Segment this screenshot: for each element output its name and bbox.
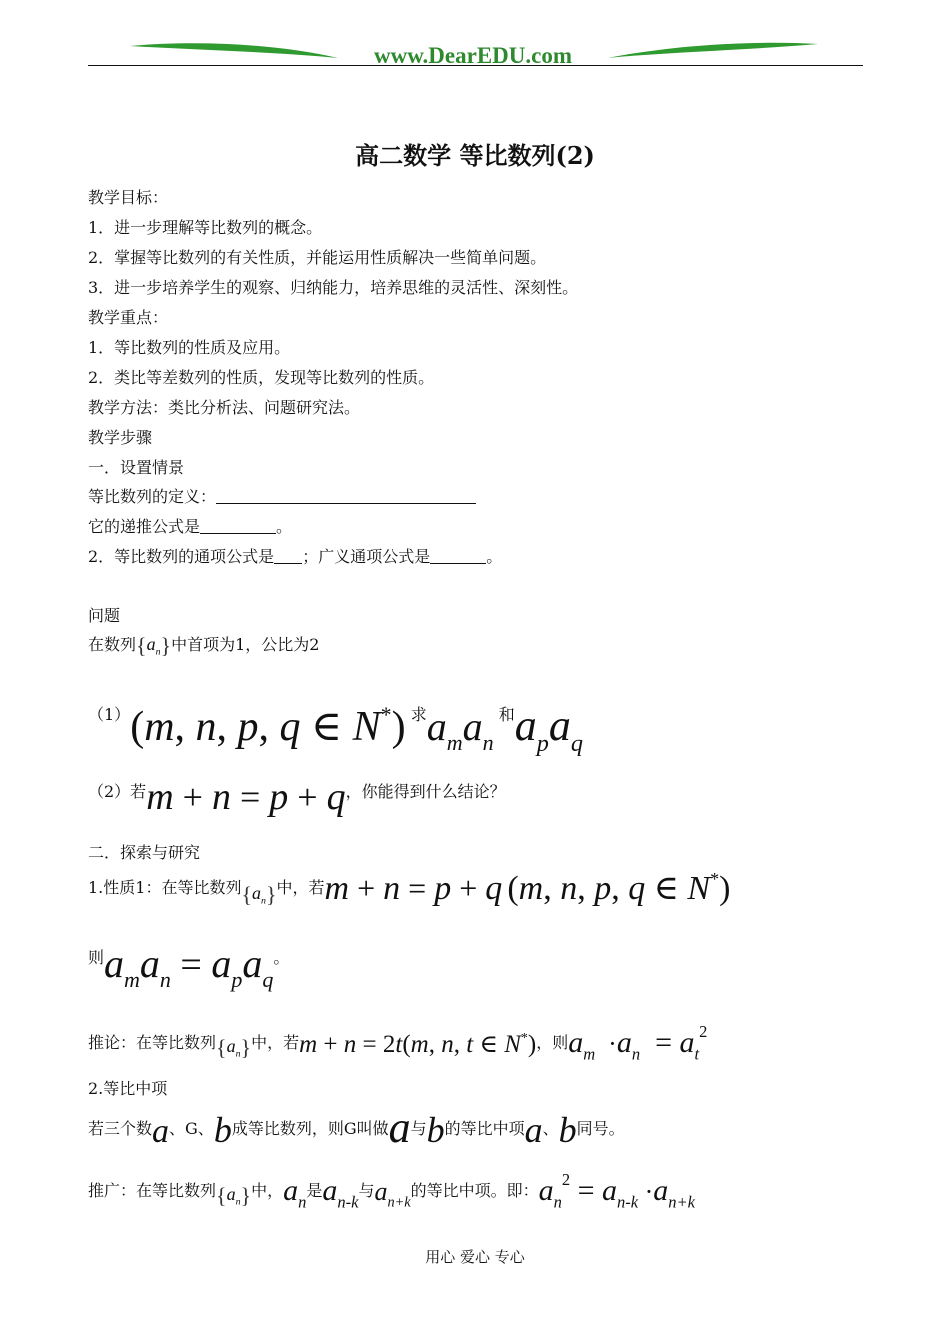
gen-b: 中， bbox=[251, 1180, 284, 1200]
cor-b: 中，若 bbox=[251, 1032, 300, 1052]
problem-heading: 问题 bbox=[88, 606, 121, 625]
geometric-mean: 若三个数a、G、b成等比数列，则G叫做a与b的等比中项a、b同号。 bbox=[88, 1103, 625, 1152]
mean-a: 若三个数 bbox=[88, 1119, 153, 1138]
problem-intro: 在数列$\{a_n\}$中首项为1，公比为2 bbox=[88, 633, 320, 658]
prop1-a: 1.性质1：在等比数列 bbox=[88, 878, 242, 897]
property-1-result: 则$a_ma_n = a_pa_q$。 bbox=[88, 941, 290, 992]
generalization: 推广：在等比数列$\{a_n\}$中，$a_n$是$a_{n-k}$与$a_{n+k}$的等比中项。即：$a_n^2 = a_{n-k} \cdot a_{n+k}$ bbox=[88, 1170, 696, 1212]
prop1-then: 则 bbox=[88, 948, 105, 967]
gen-e: 的等比中项。即： bbox=[410, 1180, 539, 1200]
prop1-b: 中，若 bbox=[276, 878, 325, 897]
general-term-line bbox=[88, 544, 502, 567]
mean-f: 、 bbox=[542, 1119, 559, 1138]
teaching-method: 教学方法：类比分析法、问题研究法。 bbox=[88, 398, 361, 417]
problem-intro-b: 中首项为1，公比为2 bbox=[171, 635, 320, 654]
mean-g: 同号。 bbox=[576, 1119, 625, 1138]
objective-item: 3．进一步培养学生的观察、归纳能力，培养思维的灵活性、深刻性。 bbox=[88, 278, 579, 297]
objective-item: 1．进一步理解等比数列的概念。 bbox=[88, 218, 323, 237]
property-1: 1.性质1：在等比数列$\{a_n\}$中，若m + n = p + q (m, n, p, q ∈ N*) bbox=[88, 869, 731, 907]
q1-mid: 求 bbox=[410, 705, 427, 724]
q2-tail: ，你能得到什么结论？ bbox=[345, 782, 506, 801]
footer-text: 用心 爱心 专心 bbox=[425, 1248, 525, 1266]
problem-intro-a: 在数列 bbox=[88, 635, 137, 654]
logo-swoosh-right-icon bbox=[608, 43, 818, 58]
recursive-end: 。 bbox=[276, 517, 293, 536]
question-1: （1）(m, n, p, q ∈ N*) 求$a_ma_n$ 和$a_pa_q$ bbox=[88, 701, 583, 757]
gen-c: 是 bbox=[306, 1180, 323, 1200]
page-title: 高二数学 等比数列(2) bbox=[355, 141, 595, 170]
general-blank-2 bbox=[430, 547, 486, 564]
mean-heading: 2.等比中项 bbox=[88, 1079, 168, 1098]
q1-and: 和 bbox=[498, 705, 515, 724]
corollary: 推论：在等比数列$\{a_n\}$中，若m + n = 2t(m, n, t ∈ N*)，则$a_m \cdot a_n = a_t^2$ bbox=[88, 1022, 708, 1064]
objective-item: 2．掌握等比数列的有关性质，并能运用性质解决一些简单问题。 bbox=[88, 248, 547, 267]
section2-heading: 二．探索与研究 bbox=[88, 843, 201, 862]
general-end: 。 bbox=[486, 547, 503, 566]
gen-d: 与 bbox=[358, 1180, 375, 1200]
cor-a: 推论：在等比数列 bbox=[88, 1032, 217, 1052]
general-blank bbox=[274, 547, 302, 564]
header-rule bbox=[88, 65, 863, 66]
mean-d: 与 bbox=[410, 1119, 427, 1138]
cor-c: ，则 bbox=[536, 1032, 569, 1052]
prop1-end: 。 bbox=[273, 948, 290, 967]
definition-label: 等比数列的定义： bbox=[88, 487, 217, 506]
keypoint-item: 2．类比等差数列的性质，发现等比数列的性质。 bbox=[88, 368, 435, 387]
recursive-blank bbox=[200, 517, 276, 534]
definition-blank bbox=[216, 487, 476, 504]
section1-heading: 一．设置情景 bbox=[88, 458, 185, 477]
mean-e: 的等比中项 bbox=[444, 1119, 525, 1138]
question-2: （2）若m + n = p + q，你能得到什么结论？ bbox=[88, 776, 506, 818]
recursive-line bbox=[88, 514, 292, 537]
steps-heading: 教学步骤 bbox=[88, 428, 153, 447]
gen-a: 推广：在等比数列 bbox=[88, 1180, 217, 1200]
definition-line bbox=[88, 484, 476, 507]
logo-text: www.DearEDU.com bbox=[373, 43, 573, 68]
q2-label: （2）若 bbox=[88, 782, 147, 801]
mean-b: 、G、 bbox=[169, 1119, 214, 1138]
objectives-heading: 教学目标： bbox=[88, 188, 169, 207]
keypoint-item: 1．等比数列的性质及应用。 bbox=[88, 338, 291, 357]
recursive-label: 它的递推公式是 bbox=[88, 517, 201, 536]
keypoints-heading: 教学重点： bbox=[88, 308, 169, 327]
mean-c: 成等比数列，则G叫做 bbox=[231, 1119, 389, 1138]
logo-swoosh-left-icon bbox=[130, 43, 338, 58]
general-label: 2．等比数列的通项公式是 bbox=[88, 547, 275, 566]
q1-label: （1） bbox=[88, 705, 131, 724]
general-label-2: ；广义通项公式是 bbox=[302, 547, 431, 566]
